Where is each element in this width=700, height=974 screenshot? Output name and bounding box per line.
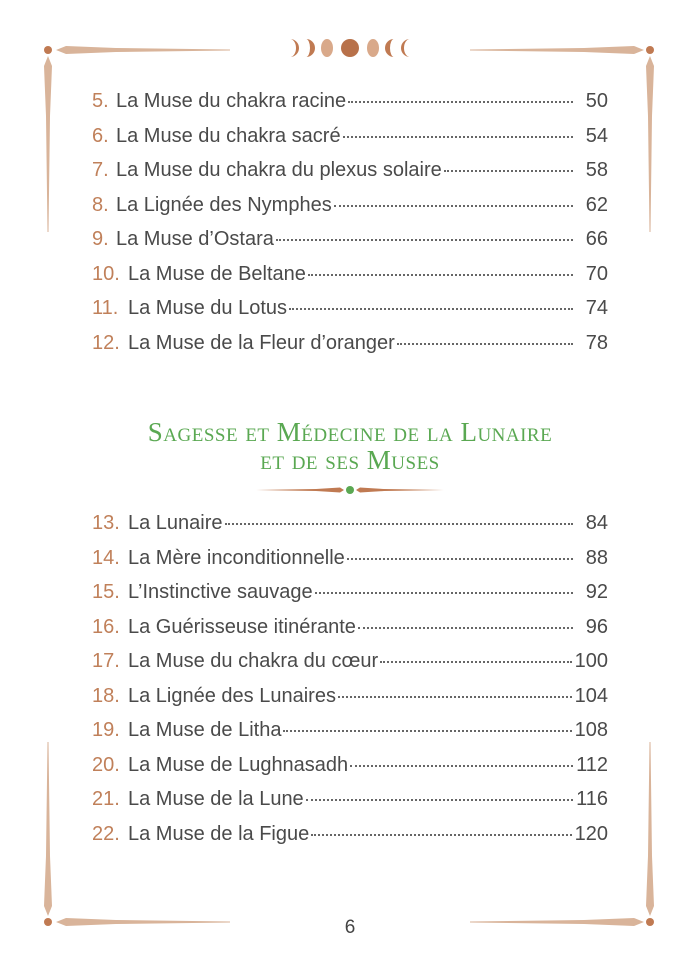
frame-rule (470, 46, 644, 54)
dot-leader (311, 834, 571, 836)
entry-title: L’Instinctive sauvage (128, 581, 313, 603)
entry-number: 20. (92, 753, 120, 776)
entry-number: 18. (92, 684, 120, 707)
entry-title: La Mère inconditionnelle (128, 546, 345, 569)
dot-leader (348, 101, 573, 103)
entry-number: 12. (92, 331, 120, 354)
entry-number: 13. (92, 512, 120, 534)
entry-page: 100 (574, 650, 608, 672)
entry-number: 11. (92, 297, 119, 319)
dot-leader (308, 274, 573, 276)
entry-number: 9. (92, 228, 109, 250)
frame-rule (44, 742, 52, 916)
dot-leader (343, 136, 573, 138)
frame-rule (44, 56, 52, 232)
toc-entry[interactable] (92, 159, 608, 194)
entry-number: 14. (92, 546, 120, 569)
entry-number: 16. (92, 615, 120, 638)
entry-title: La Muse d’Ostara (116, 228, 274, 250)
entry-title: La Muse de la Fleur d’oranger (128, 331, 395, 354)
frame-rule (646, 56, 654, 232)
toc-entry[interactable] (92, 194, 608, 229)
toc-section-1 (92, 90, 608, 366)
toc-entry[interactable] (92, 512, 608, 547)
toc-entry[interactable] (92, 297, 608, 332)
entry-number: 8. (92, 193, 109, 216)
entry-page: 74 (585, 297, 608, 319)
entry-page: 66 (585, 228, 608, 250)
entry-title: La Muse de Litha (128, 719, 282, 741)
entry-page: 88 (585, 546, 608, 569)
entry-number: 21. (92, 788, 120, 810)
entry-number: 5. (92, 90, 109, 112)
dot-leader (397, 343, 573, 345)
entry-number: 17. (92, 650, 120, 672)
corner-dot (44, 46, 52, 54)
entry-title: La Lignée des Lunaires (128, 684, 336, 707)
entry-page: 50 (585, 90, 608, 112)
entry-title: La Muse de Lughnasadh (128, 753, 349, 776)
toc-entry[interactable] (92, 125, 608, 160)
section-heading-line2: et de ses Muses (260, 445, 440, 475)
entry-title: La Muse du chakra du plexus solaire (116, 159, 442, 181)
entry-page: 112 (576, 753, 608, 776)
entry-title: La Lunaire (128, 512, 223, 534)
dot-leader (289, 308, 573, 310)
toc-entry[interactable] (92, 581, 608, 616)
toc-entry[interactable] (92, 263, 608, 298)
entry-title: La Muse du chakra racine (116, 90, 347, 112)
entry-page: 108 (574, 719, 608, 741)
dot-leader (276, 239, 573, 241)
toc-entry[interactable] (92, 332, 608, 367)
toc-entry[interactable] (92, 754, 608, 789)
dot-leader (444, 170, 573, 172)
entry-page: 84 (585, 512, 608, 534)
entry-page: 96 (585, 615, 608, 638)
page-number: 6 (344, 917, 356, 938)
frame-rule (646, 742, 654, 916)
entry-title: La Lignée des Nymphes (116, 193, 332, 216)
dot-leader (283, 730, 571, 732)
dot-leader (350, 765, 573, 767)
section-heading: Sagesse et Médecine de la Lunaire (147, 417, 553, 447)
dot-leader (306, 799, 573, 801)
entry-title: La Muse de la Lune (128, 788, 304, 810)
entry-page: 78 (585, 331, 608, 354)
divider-ornament (256, 485, 444, 495)
entry-page: 120 (574, 822, 608, 845)
frame-rule (56, 46, 230, 54)
dot-leader (380, 661, 572, 663)
entry-number: 10. (92, 262, 120, 285)
toc-entry[interactable] (92, 823, 608, 858)
dot-leader (225, 523, 573, 525)
toc-entry[interactable] (92, 788, 608, 823)
toc-entry[interactable] (92, 616, 608, 651)
moon-phases-icon (286, 38, 414, 58)
toc-entry[interactable] (92, 547, 608, 582)
entry-page: 70 (585, 262, 608, 285)
entry-page: 54 (585, 124, 608, 147)
entry-title: La Muse du chakra du cœur (128, 650, 379, 672)
corner-dot (646, 46, 654, 54)
entry-page: 116 (576, 788, 608, 810)
entry-number: 15. (92, 581, 120, 603)
entry-number: 7. (92, 159, 109, 181)
toc-entry[interactable] (92, 228, 608, 263)
entry-title: La Muse du Lotus (128, 297, 287, 319)
entry-title: La Muse du chakra sacré (116, 124, 341, 147)
entry-page: 58 (585, 159, 608, 181)
entry-page: 92 (585, 581, 608, 603)
entry-number: 22. (92, 822, 120, 845)
entry-title: La Muse de la Figue (128, 822, 310, 845)
dot-leader (334, 205, 573, 207)
dot-leader (358, 627, 573, 629)
entry-number: 19. (92, 719, 120, 741)
entry-page: 104 (574, 684, 608, 707)
dot-leader (315, 592, 573, 594)
entry-page: 62 (585, 193, 608, 216)
toc-entry[interactable] (92, 90, 608, 125)
dot-leader (347, 558, 573, 560)
entry-title: La Muse de Beltane (128, 262, 306, 285)
toc-entry[interactable] (92, 685, 608, 720)
entry-title: La Guérisseuse itinérante (128, 615, 356, 638)
entry-number: 6. (92, 124, 109, 147)
dot-leader (338, 696, 572, 698)
toc-entry[interactable] (92, 719, 608, 754)
toc-section-2 (92, 512, 608, 857)
toc-entry[interactable] (92, 650, 608, 685)
